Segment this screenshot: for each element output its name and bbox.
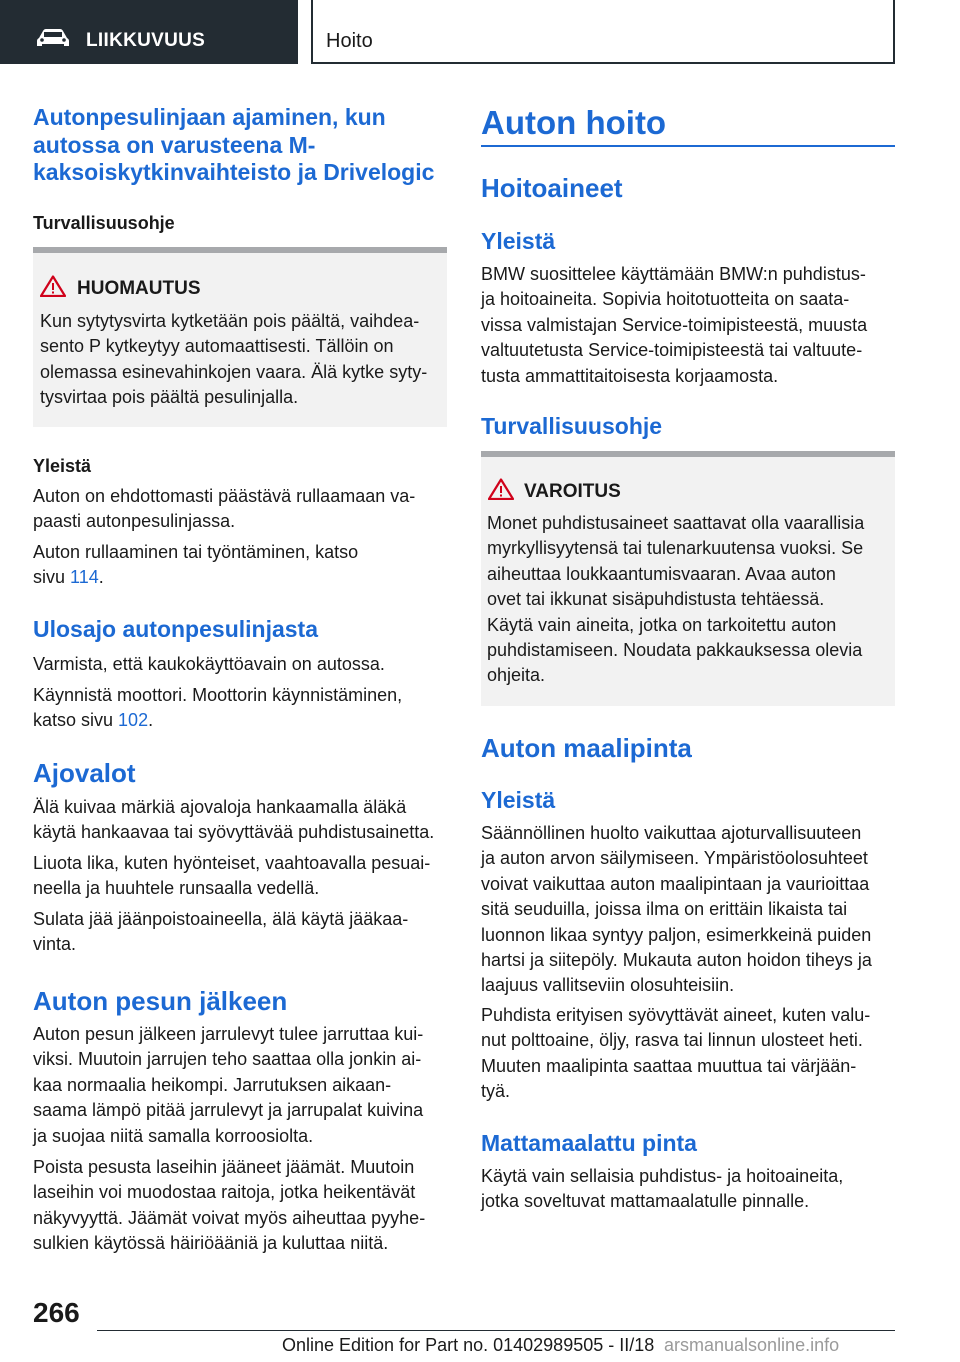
text-line: ja suojaa niitä samalla korroosiolta. bbox=[33, 1125, 314, 1146]
text-line: Poista pesusta laseihin jääneet jäämät. Muutoin bbox=[33, 1157, 415, 1177]
matte-heading: Mattamaalattu pinta bbox=[481, 1130, 697, 1156]
left-general-p2 bbox=[33, 540, 358, 591]
text-span: katso sivu bbox=[33, 710, 119, 731]
text-line: tusta ammattitaitoisesta korjaamosta. bbox=[481, 365, 779, 386]
warning-line: Käytä vain aineita, jotka on tarkoitettu auton bbox=[487, 614, 837, 635]
paint-heading: Auton maalipinta bbox=[481, 733, 692, 763]
warning-line: puhdistamiseen. Noudata pakkauksessa olevia bbox=[487, 640, 863, 661]
notice-line: olemassa esinevahinkojen vaara. Älä kytke syty- bbox=[40, 361, 428, 382]
page-link-114[interactable]: 114 bbox=[70, 567, 99, 588]
right-title: Auton hoito bbox=[481, 104, 667, 141]
left-title-line-2: autossa on varusteena M- bbox=[33, 131, 316, 158]
text-line: Käytä vain sellaisia puhdistus- ja hoitoaineita, bbox=[481, 1166, 844, 1186]
text-line: Älä kuivaa märkiä ajovaloja hankaamalla äläkä bbox=[33, 797, 407, 817]
title-rule bbox=[481, 145, 895, 147]
text-line: luonnon likaa syntyy paljon, esimerkkeinä puiden bbox=[481, 924, 872, 945]
text-span: . bbox=[98, 567, 104, 588]
warning-title: VAROITUS bbox=[524, 481, 621, 502]
after-wash-p2 bbox=[33, 1155, 425, 1257]
text-line: ja hoitoaineita. Sopivia hoitotuotteita on saata- bbox=[481, 289, 850, 310]
text-line: jotka soveltuvat mattamaalatulle pinnalle. bbox=[481, 1191, 810, 1212]
warning-triangle-icon bbox=[40, 275, 66, 297]
exit-p1: Varmista, että kaukokäyttöavain on autossa. bbox=[33, 654, 385, 674]
headlights-heading: Ajovalot bbox=[33, 758, 136, 788]
after-wash-p1 bbox=[33, 1022, 423, 1149]
exit-p2 bbox=[33, 683, 402, 734]
paint-general-heading: Yleistä bbox=[481, 787, 556, 813]
section-label: LIIKKUVUUS bbox=[86, 30, 206, 51]
paint-p1 bbox=[481, 821, 872, 999]
text-line: BMW suosittelee käyttämään BMW:n puhdistus- bbox=[481, 264, 866, 284]
text-line: viksi. Muutoin jarrujen teho saattaa olla jonkin ai- bbox=[33, 1049, 422, 1070]
warning-triangle-icon bbox=[488, 478, 514, 500]
text-line: sitä seuduilla, joissa ilma on erittäin likaista tai bbox=[481, 899, 848, 920]
warning-line: myrkyllisyytensä tai tulenarkuutensa vuoksi. Se bbox=[487, 538, 864, 559]
text-line: Puhdista erityisen syövyttävät aineet, kuten valu- bbox=[481, 1005, 871, 1025]
text-span: sivu bbox=[33, 567, 71, 588]
text-line: ja auton arvon säilymiseen. Ympäristöolosuhteet bbox=[481, 848, 868, 869]
text-line: Auton pesun jälkeen jarrulevyt tulee jarruttaa kui- bbox=[33, 1024, 424, 1044]
notice-line: Kun sytytysvirta kytketään pois päältä, vaihdea- bbox=[40, 311, 420, 331]
text-line: saama lämpö pitää jarrulevyt ja jarrupalat kuivina bbox=[33, 1100, 424, 1121]
text-line: Muuten maalipinta saattaa muuttua tai värjään- bbox=[481, 1055, 857, 1076]
text-line: kaa normaalia heikompi. Jarrutuksen aikaan- bbox=[33, 1074, 392, 1095]
headlights-p3 bbox=[33, 907, 408, 958]
text-line: nut polttoaine, öljy, rasva tai linnun ulosteet heti. bbox=[481, 1030, 863, 1051]
text-line: laseihin voi muodostaa raitoja, jotka heikentävät bbox=[33, 1182, 416, 1203]
text-line: Käynnistä moottori. Moottorin käynnistäminen, bbox=[33, 685, 403, 705]
edition-text: Online Edition for Part no. 01402989505 - II/18 bbox=[282, 1335, 655, 1355]
text-line: paasti autonpesulinjassa. bbox=[33, 511, 236, 532]
footer-rule bbox=[97, 1330, 895, 1331]
care-products-heading: Hoitoaineet bbox=[481, 173, 623, 203]
right-general-p bbox=[481, 262, 867, 389]
headlights-p1 bbox=[33, 795, 434, 846]
text-line: valtuutetusta Service-toimipisteestä tai valtuute- bbox=[481, 340, 863, 361]
text-line: Sulata jää jäänpoistoaineella, älä käytä jääkaa- bbox=[33, 909, 409, 929]
left-title-line-3: kaksoiskytkinvaihteisto ja Drivelogic bbox=[33, 159, 435, 185]
right-safety-heading: Turvallisuusohje bbox=[481, 413, 663, 439]
text-line: Liuota lika, kuten hyönteiset, vaahtoavalla pesuai- bbox=[33, 853, 431, 873]
header-topic-tab bbox=[311, 0, 895, 64]
text-line: laajuus vallitseviin olosuhteisiin. bbox=[481, 975, 735, 996]
watermark-text: arsmanualsonline.info bbox=[664, 1335, 840, 1355]
paint-p2 bbox=[481, 1003, 870, 1105]
text-line: Säännöllinen huolto vaikuttaa ajoturvallisuuteen bbox=[481, 823, 862, 843]
notice-line: tysvirtaa pois päältä pesulinjalla. bbox=[40, 387, 299, 408]
topic-label: Hoito bbox=[326, 30, 373, 52]
headlights-p2 bbox=[33, 851, 430, 902]
right-general-heading: Yleistä bbox=[481, 228, 556, 254]
text-line-with-link bbox=[33, 708, 402, 733]
text-line-with-link bbox=[33, 565, 358, 590]
text-line: näkyvyyttä. Jäämät voivat myös aiheuttaa pyyhe- bbox=[33, 1207, 426, 1228]
text-line: Auton on ehdottomasti päästävä rullaamaan va- bbox=[33, 486, 416, 506]
exit-heading: Ulosajo autonpesulinjasta bbox=[33, 616, 318, 642]
text-line: voivat vaikuttaa auton maalipintaan ja vaurioittaa bbox=[481, 873, 870, 894]
left-title bbox=[33, 104, 453, 187]
page-number: 266 bbox=[33, 1297, 80, 1328]
left-title-line-1: Autonpesulinjaan ajaminen, kun bbox=[33, 104, 386, 130]
warning-line: ovet tai ikkunat sisäpuhdistusta tehtäessä. bbox=[487, 589, 825, 610]
text-line: käytä hankaavaa tai syövyttävää puhdistusainetta. bbox=[33, 822, 435, 843]
car-icon bbox=[36, 28, 70, 48]
text-line: sulkien käytössä häiriöääniä ja kuluttaa niitä. bbox=[33, 1233, 389, 1254]
text-line: Auton rullaaminen tai työntäminen, katso bbox=[33, 542, 359, 562]
left-general-heading: Yleistä bbox=[33, 456, 92, 476]
text-line: hartsi ja siitepöly. Mukauta auton hoidon tiheys ja bbox=[481, 950, 872, 971]
text-line: vissa valmistajan Service-toimipisteestä, muusta bbox=[481, 314, 868, 335]
notice-line: sento P kytkeytyy automaattisesti. Tällöin on bbox=[40, 336, 394, 357]
left-safety-heading: Turvallisuusohje bbox=[33, 213, 175, 233]
text-line: tyä. bbox=[481, 1081, 511, 1102]
warning-line: ohjeita. bbox=[487, 665, 546, 686]
after-wash-heading: Auton pesun jälkeen bbox=[33, 986, 288, 1016]
text-line: neella ja huuhtele runsaalla vedellä. bbox=[33, 878, 320, 899]
left-general-p1 bbox=[33, 484, 415, 535]
notice-title: HUOMAUTUS bbox=[77, 278, 201, 299]
matte-p bbox=[481, 1164, 843, 1215]
notice-text bbox=[40, 309, 427, 411]
warning-line: aiheuttaa loukkaantumisvaaran. Avaa auton bbox=[487, 563, 836, 584]
text-span: . bbox=[148, 710, 154, 731]
text-line: vinta. bbox=[33, 934, 77, 955]
warning-line: Monet puhdistusaineet saattavat olla vaarallisia bbox=[487, 513, 865, 533]
warning-text bbox=[487, 511, 864, 689]
page-link-102[interactable]: 102 bbox=[118, 710, 149, 731]
